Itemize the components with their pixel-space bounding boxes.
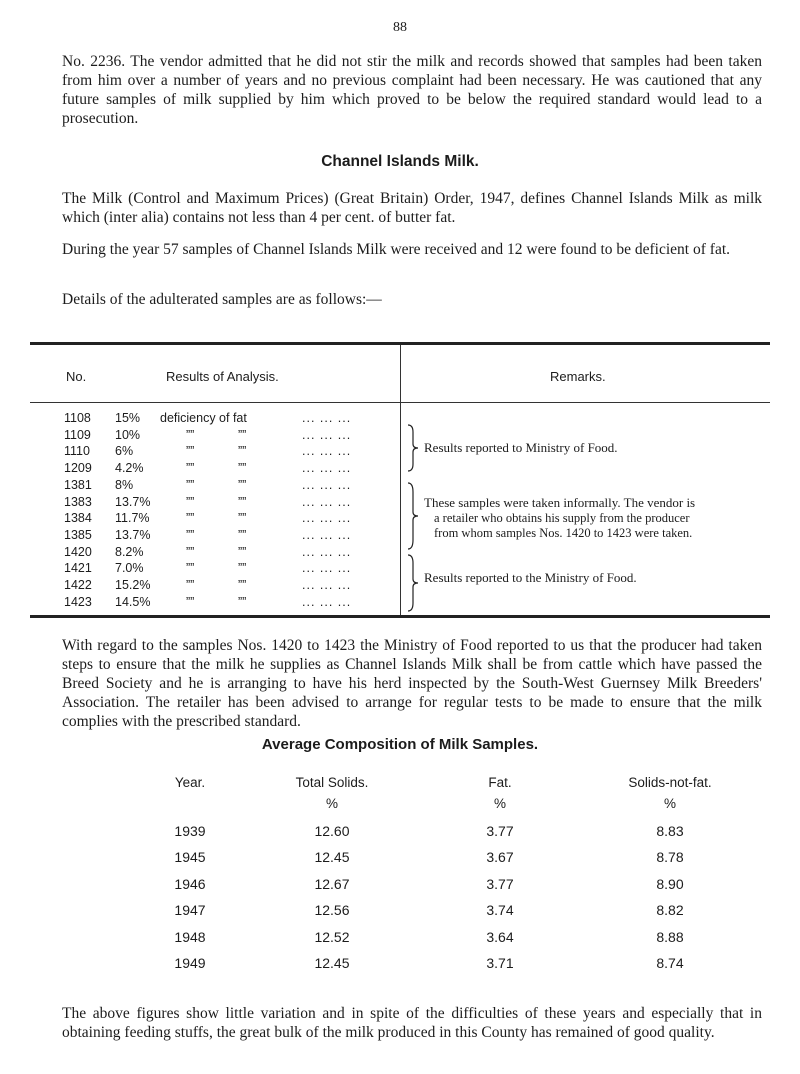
leader-dots: ... ... ... — [302, 544, 352, 559]
order-paragraph: The Milk (Control and Maximum Prices) (Great Britain) Order, 1947, defines Channel Islands Milk as milk which (inter alia) contains not less than 4 per cent. of butter fat. — [62, 190, 762, 226]
brace-group-2 — [406, 482, 420, 550]
ditto-mark: ”” — [186, 494, 195, 509]
ditto-mark: ”” — [238, 444, 247, 459]
ditto-mark: ”” — [186, 477, 195, 492]
ditto-mark: ”” — [186, 594, 195, 609]
year-cell: 1945 — [174, 849, 206, 866]
deficiency-percent: 8.2% — [115, 544, 144, 559]
solids-not-fat-cell: 8.90 — [656, 875, 684, 892]
deficiency-percent: 7.0% — [115, 561, 144, 576]
ditto-mark: ”” — [238, 511, 247, 526]
deficiency-percent: 8% — [115, 477, 134, 492]
solids-not-fat-cell: 8.74 — [656, 955, 684, 971]
leader-dots: ... ... ... — [302, 444, 352, 459]
remark-second-line2: a retailer who obtains his supply from the producer — [434, 511, 690, 525]
sample-number: 1209 — [64, 461, 92, 476]
table-row — [30, 511, 400, 526]
deficiency-percent: 13.7% — [115, 527, 151, 542]
table-row — [30, 528, 400, 543]
table-row — [30, 595, 400, 610]
ditto-mark: ”” — [186, 461, 195, 476]
leader-dots: ... ... ... — [302, 411, 352, 425]
table-header-rule — [30, 402, 770, 403]
header-fat: Fat. — [488, 775, 512, 790]
ditto-mark: ”” — [186, 527, 195, 542]
year-cell: 1947 — [174, 902, 206, 919]
ditto-mark: ”” — [186, 511, 195, 526]
header-solids-not-fat: Solids-not-fat. — [628, 775, 712, 790]
sample-number: 1381 — [64, 477, 92, 492]
total-solids-cell: 12.52 — [314, 928, 350, 945]
brace-group-1 — [406, 424, 420, 472]
header-remarks: Remarks. — [550, 369, 606, 384]
sample-number: 1422 — [64, 578, 92, 592]
ditto-mark: ”” — [186, 444, 195, 459]
ditto-mark: ”” — [238, 594, 247, 609]
unit-fat: % — [493, 796, 506, 811]
remark-first: Results reported to Ministry of Food. — [424, 440, 618, 455]
sample-number: 1421 — [64, 561, 92, 576]
fat-cell: 3.77 — [486, 823, 514, 839]
table-bottom-rule — [30, 615, 770, 618]
table-row — [30, 495, 400, 510]
deficiency-percent: 6% — [115, 444, 134, 459]
intro-paragraph: No. 2236. The vendor admitted that he did not stir the milk and records showed that samples had been taken from him over a number of years and no previous complaint had been necessary. He was cautioned that any future samples of milk supplied by him which proved to be below the required standard would lead to a prosecution. — [62, 53, 762, 127]
page-number: 88 — [393, 20, 407, 35]
table-column-divider — [400, 345, 401, 615]
deficiency-percent: 13.7% — [115, 494, 151, 509]
total-solids-cell: 12.56 — [314, 902, 350, 919]
leader-dots: ... ... ... — [302, 594, 352, 609]
deficiency-percent: 15.2% — [115, 578, 151, 592]
year-cell: 1949 — [174, 955, 206, 971]
remark-second-line1: These samples were taken informally. The vendor is — [424, 495, 696, 510]
ditto-mark: ”” — [238, 427, 247, 442]
adulteration-table — [30, 342, 770, 618]
remark-third: Results reported to the Ministry of Food. — [424, 570, 637, 585]
table-row — [30, 561, 400, 576]
table-row — [30, 478, 400, 493]
ditto-mark: ”” — [238, 477, 247, 492]
ministry-paragraph: With regard to the samples Nos. 1420 to 1423 the Ministry of Food reported to us that the producer had taken steps to ensure that the milk he supplies as Channel Islands Milk shall be from cattle which have passed the Breed Society and he is arranging to have his herd inspected by the South-West Guernsey Milk Breeders' Association. The retailer has been advised to arrange for regular tests to be made to ensure that the milk complies with the prescribed standard. — [62, 637, 762, 730]
table-row — [30, 428, 400, 443]
total-solids-cell: 12.45 — [314, 849, 350, 866]
leader-dots: ... ... ... — [302, 461, 352, 476]
sample-number: 1110 — [64, 444, 90, 459]
total-solids-cell: 12.60 — [314, 823, 350, 839]
leader-dots: ... ... ... — [302, 494, 352, 509]
unit-solids-not-fat: % — [663, 796, 676, 811]
remark-second-line3: from whom samples Nos. 1420 to 1423 were taken. — [434, 526, 693, 540]
details-intro: Details of the adulterated samples are as follows:— — [62, 291, 382, 308]
composition-table-title: Average Composition of Milk Samples. — [261, 736, 539, 753]
sample-number: 1108 — [64, 411, 91, 425]
leader-dots: ... ... ... — [302, 477, 352, 492]
header-no: No. — [66, 369, 87, 384]
solids-not-fat-cell: 8.88 — [656, 928, 684, 945]
fat-cell: 3.71 — [486, 955, 514, 971]
year-cell: 1939 — [174, 823, 206, 839]
deficiency-percent: 10% — [115, 427, 141, 442]
ditto-mark: ”” — [238, 561, 247, 576]
header-total-solids: Total Solids. — [295, 775, 369, 790]
sample-number: 1420 — [64, 544, 92, 559]
ditto-mark: ”” — [238, 578, 247, 592]
fat-cell: 3.74 — [486, 902, 514, 919]
deficiency-percent: 14.5% — [115, 594, 151, 609]
header-year: Year. — [174, 775, 206, 790]
fat-cell: 3.77 — [486, 875, 514, 892]
unit-total-solids: % — [325, 796, 338, 811]
sample-number: 1423 — [64, 594, 92, 609]
ditto-mark: ”” — [238, 527, 247, 542]
ditto-mark: ”” — [238, 461, 247, 476]
leader-dots: ... ... ... — [302, 427, 352, 442]
brace-group-3 — [406, 554, 420, 612]
table-row — [30, 461, 400, 476]
fat-cell: 3.67 — [486, 849, 514, 866]
deficiency-percent: 15% — [115, 411, 141, 425]
deficiency-percent: 11.7% — [115, 511, 150, 526]
year-cell: 1948 — [174, 928, 206, 945]
deficiency-percent: 4.2% — [115, 461, 144, 476]
total-solids-cell: 12.67 — [314, 875, 350, 892]
header-results: Results of Analysis. — [166, 369, 279, 384]
sample-number: 1109 — [64, 427, 91, 442]
total-solids-cell: 12.45 — [314, 955, 350, 971]
table-row — [30, 444, 400, 459]
result-description: deficiency of fat — [160, 411, 247, 425]
ditto-mark: ”” — [186, 544, 195, 559]
sample-number: 1385 — [64, 527, 92, 542]
table-row — [30, 545, 400, 560]
solids-not-fat-cell: 8.83 — [656, 823, 684, 839]
leader-dots: ... ... ... — [302, 511, 352, 526]
ditto-mark: ”” — [238, 494, 247, 509]
solids-not-fat-cell: 8.82 — [656, 902, 684, 919]
table-row — [30, 411, 400, 426]
sample-number: 1383 — [64, 494, 92, 509]
year-cell: 1946 — [174, 875, 206, 892]
closing-paragraph: The above figures show little variation and in spite of the difficulties of these years and especially that in obtaining feeding stuffs, the great bulk of the milk produced in this County has remained of good quality. — [62, 1005, 762, 1041]
section-heading: Channel Islands Milk. — [321, 153, 479, 170]
sample-number: 1384 — [64, 511, 92, 526]
ditto-mark: ”” — [186, 427, 195, 442]
table-row — [30, 578, 400, 593]
leader-dots: ... ... ... — [302, 561, 352, 576]
fat-cell: 3.64 — [486, 928, 514, 945]
ditto-mark: ”” — [186, 561, 195, 576]
ditto-mark: ”” — [186, 578, 195, 592]
leader-dots: ... ... ... — [302, 578, 352, 592]
samples-paragraph: During the year 57 samples of Channel Islands Milk were received and 12 were found to be deficient of fat. — [62, 241, 730, 258]
ditto-mark: ”” — [238, 544, 247, 559]
leader-dots: ... ... ... — [302, 527, 352, 542]
solids-not-fat-cell: 8.78 — [656, 849, 684, 866]
